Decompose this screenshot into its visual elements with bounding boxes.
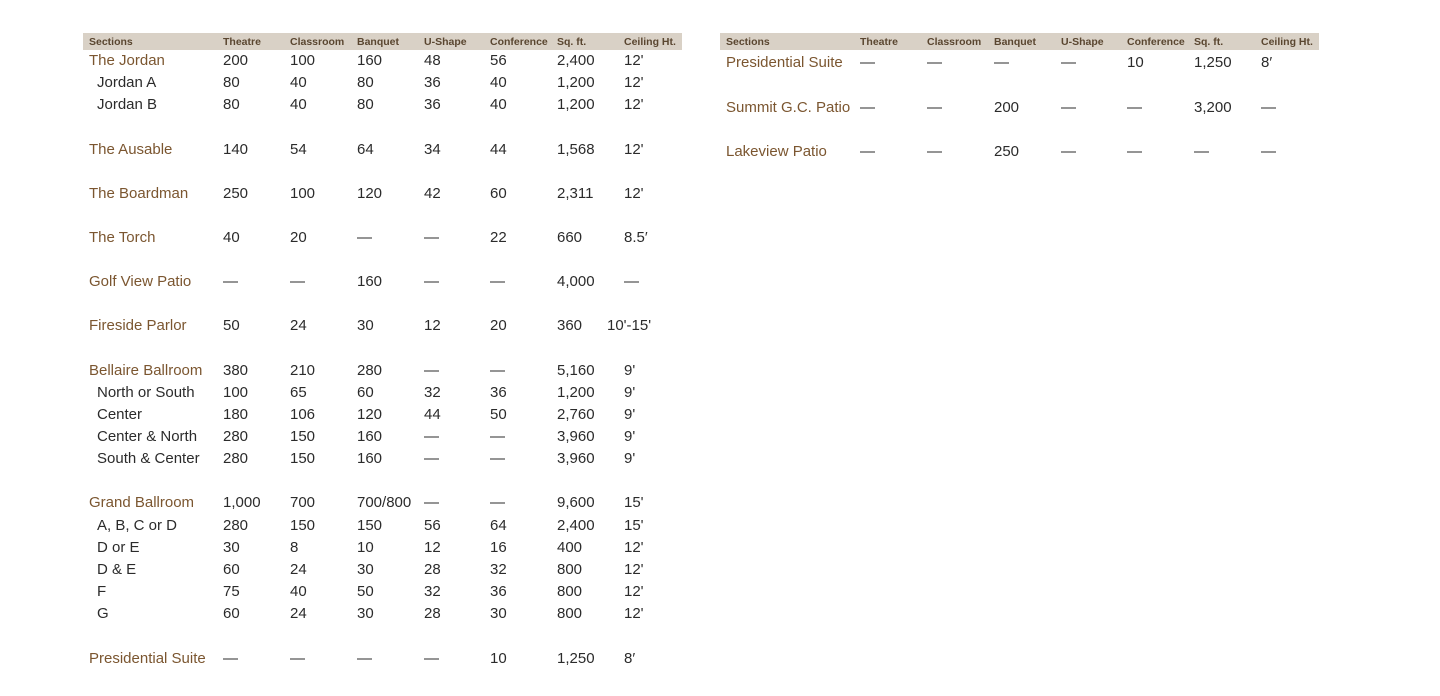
classroom-value: 150 (290, 428, 316, 446)
header-ceiling-height: Ceiling Ht. (1261, 36, 1313, 48)
room-capacity-table-left (83, 33, 682, 692)
subsection-row-center (83, 404, 682, 426)
banquet-value: — (357, 649, 372, 667)
conference-value: 10 (490, 649, 507, 667)
banquet-value: 700/800 (357, 494, 412, 512)
sq-ft-value: 800 (557, 561, 583, 578)
ceiling-height-value: — (1261, 143, 1276, 160)
ceiling-height-value: 8.5′ (624, 228, 648, 246)
conference-value: 30 (490, 605, 507, 623)
classroom-value: 100 (290, 184, 316, 202)
header-classroom: Classroom (290, 36, 345, 48)
conference-value: 40 (490, 74, 507, 92)
u-shape-value: — (1061, 98, 1076, 116)
conference-value: — (1127, 143, 1142, 160)
table-body (720, 50, 1319, 184)
banquet-value: 280 (357, 361, 383, 379)
ceiling-height-value: 12' (624, 74, 644, 92)
ceiling-height-value: 9' (624, 361, 636, 379)
subsection-name: D or E (97, 538, 140, 556)
subsection-row-f (83, 581, 682, 603)
theatre-value: 75 (223, 583, 240, 601)
header-sq-ft: Sq. ft. (557, 36, 587, 48)
theatre-value: 60 (223, 605, 240, 623)
header-sections: Sections (89, 36, 133, 48)
banquet-value: 150 (357, 516, 383, 534)
ceiling-height-value: 9' (624, 405, 636, 423)
sq-ft-value: 2,400 (557, 516, 595, 534)
header-conference: Conference (490, 36, 548, 48)
section-name: Lakeview Patio (726, 143, 827, 160)
room-group (83, 648, 682, 670)
sq-ft-value: 400 (557, 538, 583, 556)
classroom-value: — (290, 273, 305, 291)
conference-value: — (490, 494, 505, 512)
section-row-the-boardman (83, 183, 682, 205)
subsection-name: G (97, 605, 109, 623)
section-row-the-jordan (83, 50, 682, 72)
classroom-value: — (927, 143, 942, 160)
sq-ft-value: 360 (557, 317, 583, 335)
conference-value: 60 (490, 184, 507, 202)
table-header (720, 33, 1319, 50)
section-name: The Boardman (89, 184, 189, 202)
ceiling-height-value: 9' (624, 450, 636, 468)
ceiling-height-value: 12' (624, 605, 644, 623)
u-shape-value: 48 (424, 52, 441, 69)
theatre-value: 280 (223, 516, 249, 534)
sq-ft-value: 800 (557, 605, 583, 623)
header-theatre: Theatre (223, 36, 261, 48)
theatre-value: 280 (223, 450, 249, 468)
table-header (83, 33, 682, 50)
section-row-grand-ballroom (83, 492, 682, 514)
ceiling-height-value: — (624, 273, 639, 291)
subsection-row-d-or-e (83, 537, 682, 559)
banquet-value: 120 (357, 405, 383, 423)
conference-value: 10 (1127, 54, 1144, 71)
classroom-value: 106 (290, 405, 316, 423)
subsection-row-a-b-c-or-d (83, 515, 682, 537)
subsection-name: North or South (97, 383, 195, 401)
sq-ft-value: 660 (557, 228, 583, 246)
theatre-value: 50 (223, 317, 240, 335)
u-shape-value: — (1061, 54, 1076, 71)
header-ceiling-height: Ceiling Ht. (624, 36, 676, 48)
sq-ft-value: 5,160 (557, 361, 595, 379)
section-name: Golf View Patio (89, 273, 192, 291)
ceiling-height-value: 12' (624, 561, 644, 578)
conference-value: 20 (490, 317, 507, 335)
room-group (83, 183, 682, 205)
banquet-value: 64 (357, 140, 374, 158)
section-name: Fireside Parlor (89, 317, 187, 335)
u-shape-value: 12 (424, 317, 441, 335)
subsection-name: Jordan A (97, 74, 157, 92)
section-name: The Jordan (89, 52, 165, 69)
sq-ft-value: 3,200 (1194, 98, 1232, 116)
banquet-value: 160 (357, 52, 383, 69)
ceiling-height-value: 12' (624, 583, 644, 601)
banquet-value: 80 (357, 96, 374, 114)
ceiling-height-value: 15' (624, 494, 644, 512)
theatre-value: 40 (223, 228, 240, 246)
header-banquet: Banquet (994, 36, 1036, 48)
table-body (83, 50, 682, 670)
section-name: Presidential Suite (89, 649, 206, 667)
subsection-name: South & Center (97, 450, 200, 468)
theatre-value: 380 (223, 361, 249, 379)
conference-value: 40 (490, 96, 507, 114)
sq-ft-value: — (1194, 143, 1209, 160)
conference-value: 36 (490, 583, 507, 601)
u-shape-value: — (424, 450, 439, 468)
room-group (83, 227, 682, 249)
classroom-value: 150 (290, 516, 316, 534)
u-shape-value: 44 (424, 405, 441, 423)
section-row-the-torch (83, 227, 682, 249)
classroom-value: 40 (290, 583, 307, 601)
sq-ft-value: 1,200 (557, 74, 595, 92)
banquet-value: 160 (357, 428, 383, 446)
conference-value: 32 (490, 561, 507, 578)
subsection-name: Center & North (97, 428, 198, 446)
classroom-value: 150 (290, 450, 316, 468)
theatre-value: 200 (223, 52, 249, 69)
ceiling-height-value: 15' (624, 516, 644, 534)
conference-value: — (490, 428, 505, 446)
room-group (83, 315, 682, 337)
banquet-value: 120 (357, 184, 383, 202)
ceiling-height-value: 8′ (624, 649, 636, 667)
sq-ft-value: 3,960 (557, 428, 595, 446)
ceiling-height-value: 12' (624, 184, 644, 202)
sq-ft-value: 4,000 (557, 273, 595, 291)
banquet-value: 160 (357, 273, 383, 291)
sq-ft-value: 1,250 (1194, 54, 1232, 71)
conference-value: 64 (490, 516, 507, 534)
subsection-name: Center (97, 405, 143, 423)
classroom-value: 100 (290, 52, 316, 69)
conference-value: 44 (490, 140, 507, 158)
conference-value: 16 (490, 538, 507, 556)
theatre-value: 250 (223, 184, 249, 202)
u-shape-value: 56 (424, 516, 441, 534)
u-shape-value: 32 (424, 583, 441, 601)
theatre-value: 280 (223, 428, 249, 446)
room-capacity-table-right (720, 33, 1319, 184)
ceiling-height-value: 9' (624, 428, 636, 446)
theatre-value: 80 (223, 74, 240, 92)
subsection-name: Jordan B (97, 96, 158, 114)
room-group (83, 139, 682, 161)
header-banquet: Banquet (357, 36, 399, 48)
theatre-value: 180 (223, 405, 249, 423)
classroom-value: 24 (290, 317, 307, 335)
theatre-value: — (860, 98, 875, 116)
subsection-row-jordan-a (83, 72, 682, 94)
sq-ft-value: 1,568 (557, 140, 595, 158)
section-name: Bellaire Ballroom (89, 361, 203, 379)
theatre-value: 1,000 (223, 494, 261, 512)
classroom-value: 210 (290, 361, 316, 379)
header-classroom: Classroom (927, 36, 982, 48)
room-group (83, 50, 682, 117)
sq-ft-value: 9,600 (557, 494, 595, 512)
theatre-value: 100 (223, 383, 249, 401)
classroom-value: 24 (290, 561, 307, 578)
header-u-shape: U-Shape (424, 36, 467, 48)
conference-value: — (490, 361, 505, 379)
u-shape-value: — (424, 228, 439, 246)
subsection-row-south-and-center (83, 448, 682, 470)
section-row-bellaire-ballroom (83, 360, 682, 382)
ceiling-height-value: 12' (624, 140, 644, 158)
classroom-value: 24 (290, 605, 307, 623)
sq-ft-value: 1,200 (557, 96, 595, 114)
section-row-the-ausable (83, 139, 682, 161)
section-name: The Ausable (89, 140, 173, 158)
classroom-value: 40 (290, 96, 307, 114)
ceiling-height-value: — (1261, 98, 1276, 116)
header-sq-ft: Sq. ft. (1194, 36, 1224, 48)
subsection-row-north-or-south (83, 382, 682, 404)
ceiling-height-value: 12' (624, 538, 644, 556)
u-shape-value: 42 (424, 184, 441, 202)
section-row-lakeview-patio (720, 139, 1319, 184)
subsection-name: F (97, 583, 107, 601)
section-row-summit-g-c-patio (720, 95, 1319, 140)
conference-value: 56 (490, 52, 507, 69)
section-row-presidential-suite (83, 648, 682, 670)
theatre-value: 80 (223, 96, 240, 114)
u-shape-value: 32 (424, 383, 441, 401)
u-shape-value: 36 (424, 74, 441, 92)
classroom-value: — (927, 54, 942, 71)
section-name: Grand Ballroom (89, 494, 195, 512)
u-shape-value: 12 (424, 538, 441, 556)
conference-value: — (1127, 98, 1142, 116)
theatre-value: 140 (223, 140, 249, 158)
subsection-row-d-and-e (83, 559, 682, 581)
u-shape-value: — (424, 494, 439, 512)
subsection-row-g (83, 603, 682, 625)
subsection-row-center-and-north (83, 426, 682, 448)
banquet-value: 60 (357, 383, 374, 401)
conference-value: — (490, 450, 505, 468)
banquet-value: 10 (357, 538, 374, 556)
header-u-shape: U-Shape (1061, 36, 1104, 48)
header-theatre: Theatre (860, 36, 898, 48)
classroom-value: 54 (290, 140, 307, 158)
banquet-value: — (994, 54, 1009, 71)
banquet-value: 50 (357, 583, 374, 601)
ceiling-height-value: 8′ (1261, 54, 1273, 71)
ceiling-height-value: 10'-15' (607, 317, 652, 335)
banquet-value: 30 (357, 317, 374, 335)
banquet-value: 30 (357, 561, 374, 578)
room-group (83, 360, 682, 471)
room-group (83, 271, 682, 293)
banquet-value: 80 (357, 74, 374, 92)
theatre-value: — (223, 273, 238, 291)
classroom-value: 8 (290, 538, 299, 556)
banquet-value: 200 (994, 98, 1020, 116)
classroom-value: 20 (290, 228, 307, 246)
sq-ft-value: 2,760 (557, 405, 595, 423)
u-shape-value: 34 (424, 140, 441, 158)
theatre-value: — (860, 54, 875, 71)
u-shape-value: 36 (424, 96, 441, 114)
banquet-value: 30 (357, 605, 374, 623)
conference-value: 22 (490, 228, 507, 246)
u-shape-value: — (1061, 143, 1076, 160)
sq-ft-value: 1,250 (557, 649, 595, 667)
room-group (83, 492, 682, 625)
sq-ft-value: 2,400 (557, 52, 595, 69)
header-conference: Conference (1127, 36, 1185, 48)
section-name: Presidential Suite (726, 54, 843, 71)
section-row-golf-view-patio (83, 271, 682, 293)
banquet-value: 250 (994, 143, 1020, 160)
theatre-value: — (860, 143, 875, 160)
sq-ft-value: 3,960 (557, 450, 595, 468)
u-shape-value: — (424, 361, 439, 379)
u-shape-value: — (424, 273, 439, 291)
section-name: The Torch (89, 228, 156, 246)
conference-value: — (490, 273, 505, 291)
banquet-value: 160 (357, 450, 383, 468)
ceiling-height-value: 12' (624, 96, 644, 114)
sq-ft-value: 800 (557, 583, 583, 601)
classroom-value: — (927, 98, 942, 116)
classroom-value: 40 (290, 74, 307, 92)
section-row-presidential-suite (720, 50, 1319, 95)
section-row-fireside-parlor (83, 315, 682, 337)
classroom-value: 700 (290, 494, 316, 512)
u-shape-value: — (424, 428, 439, 446)
classroom-value: 65 (290, 383, 307, 401)
u-shape-value: 28 (424, 605, 441, 623)
theatre-value: — (223, 649, 238, 667)
conference-value: 50 (490, 405, 507, 423)
section-name: Summit G.C. Patio (726, 98, 851, 116)
theatre-value: 30 (223, 538, 240, 556)
subsection-name: D & E (97, 561, 137, 578)
classroom-value: — (290, 649, 305, 667)
u-shape-value: 28 (424, 561, 441, 578)
sq-ft-value: 2,311 (557, 184, 594, 202)
header-sections: Sections (726, 36, 770, 48)
u-shape-value: — (424, 649, 439, 667)
ceiling-height-value: 12' (624, 52, 644, 69)
conference-value: 36 (490, 383, 507, 401)
banquet-value: — (357, 228, 372, 246)
subsection-name: A, B, C or D (97, 516, 178, 534)
ceiling-height-value: 9' (624, 383, 636, 401)
theatre-value: 60 (223, 561, 240, 578)
subsection-row-jordan-b (83, 94, 682, 116)
sq-ft-value: 1,200 (557, 383, 595, 401)
